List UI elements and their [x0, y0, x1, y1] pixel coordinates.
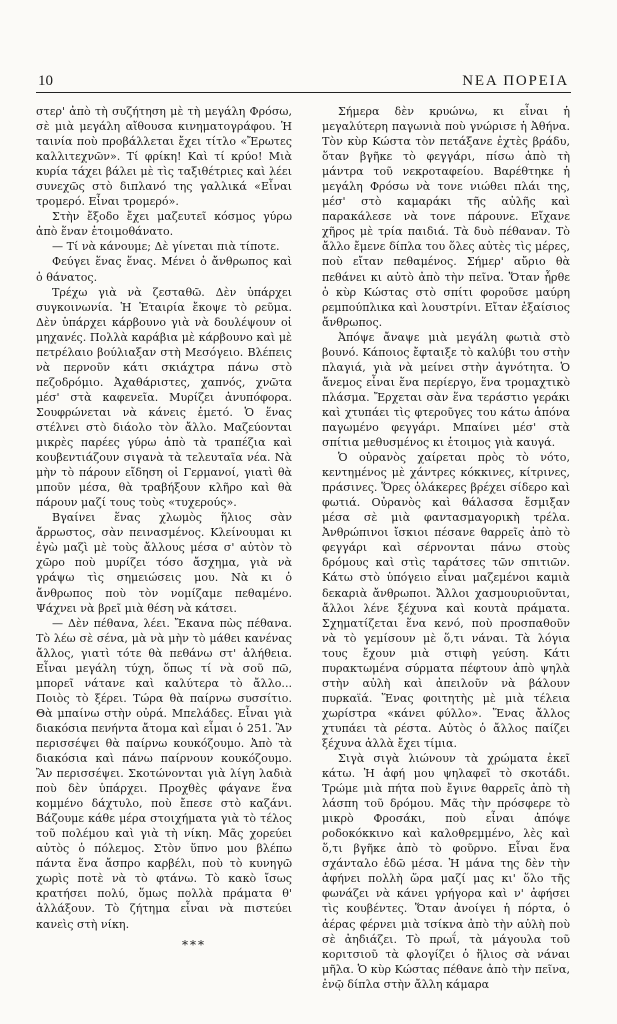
left-column [36, 104, 292, 953]
paragraph: Φεύγει ἕνας ἕνας. Μένει ὁ ἄνθρωπος καὶ ὁ θάνατος. [36, 255, 292, 284]
journal-title: ΝΕΑ ΠΟΡΕΙΑ [462, 73, 569, 89]
paragraph: Ἀπόψε ἄναψε μιὰ μεγάλη φωτιὰ στὸ βουνό. Κάποιος ἔφταιξε τὸ καλύβι του στὴν πλαγιά, γιὰ νὰ μείνει στὴν ἀγνότητα. Ὁ ἄνεμος εἶναι ἕνα περίεργο, ἕνα τρομαχτικὸ πλάσμα. Ἔρχεται σὰν ἕνα τεράστιο γεράκι καὶ χτυπάει τὶς φτεροῦγες του κάτω ἀπόνα παγωμένο φεγγάρι. Μπαίνει μέσ' στὰ σπίτια μεθυσμένος κι ἑτοιμος γιὰ καυγά. [322, 330, 570, 450]
running-header [38, 68, 569, 90]
right-column [322, 104, 570, 992]
header-rule [36, 92, 571, 93]
paragraph: — Δὲν πέθανα, λέει. Ἔκανα πὼς πέθανα. Τὸ λέω σὲ σένα, μὰ νὰ μὴν τὸ μάθει κανένας ἄλλος, γιατὶ τότε θὰ πεθάνω στ' ἀλήθεια. Εἶναι μεγάλη τύχη, ὅπως τί νὰ σοῦ πῶ, μπορεῖ νάτανε καὶ καλύτερα τὸ ἄλλο... Ποιὸς τὸ ξέρει. Τώρα θὰ παίρνω συσσίτιο. Θὰ μπαίνω στὴν οὐρά. Μπελάδες. Εἶναι γιὰ διακόσια πενήντα ἄτομα καὶ εἶμαι ὁ 251. Ἂν περισσέψει θὰ παίρνω κουκόζουμο. Ἀπὸ τὰ διακόσια καὶ πάνω παίρνουν κουκόζουμο. Ἂν περισσέψει. Σκοτώνονται γιὰ λίγη λαδιὰ ποὺ δὲν ὑπάρχει. Προχθὲς φάγανε ἕνα κομμένο δάχτυλο, ποὺ ἔπεσε στὸ καζάνι. Βάζουμε κάθε μέρα στοιχήματα γιὰ τὸ τέλος τοῦ πολέμου καὶ γιὰ τὴ νίκη. Μᾶς χορεύει αὐτὸς ὁ πόλεμος. Στὸν ὕπνο μου βλέπω πάντα ἕνα ἄσπρο καρβέλι, ποὺ τὸ κυνηγῶ χωρὶς ποτὲ νὰ τὸ φτάνω. Τὸ κακὸ ἴσως κρατήσει πολύ, ὅμως πολλὰ πράματα θ' ἀλλάξουν. Τὸ ζήτημα εἶναι νὰ πιστεύει κανεὶς στὴ νίκη. [36, 616, 292, 931]
paragraph: στερ' ἀπὸ τὴ συζήτηση μὲ τὴ μεγάλη Φρόσω, σὲ μιὰ μεγάλη αἴθουσα κινηματογράφου. Ἡ ταινία ποὺ προβάλλεται ἔχει τίτλο «Ἔρωτες καλλιτεχνῶν». Τί φρίκη! Καὶ τί κρύο! Μιὰ κυρία τάχει βάλει μὲ τὶς ταξιθέτριες καὶ λέει συνεχῶς στὸ διπλανό της γαλλικά «Εἶναι τρομερό. Εἶναι τρομερό». [36, 105, 292, 209]
paragraph: Ὁ οὐρανὸς χαίρεται πρὸς τὸ νότο, κεντημένος μὲ χάντρες κόκκινες, κίτρινες, πράσινες. Ὅρες ὁλάκερες βρέχει σίδερο καὶ φωτιά. Οὐρανὸς καὶ θάλασσα ἔσμιξαν μέσα σὲ μιὰ φαντασμαγορικὴ τρέλα. Ἀνθρώπινοι ἴσκιοι πέσανε θαρρεῖς ἀπὸ τὸ φεγγάρι καὶ σέρνονται πάνω στοὺς δρόμους καὶ στὶς ταράτσες τῶν σπιτιῶν. Κάτω στὸ ὑπόγειο εἶναι μαζεμένοι καμιὰ δεκαριὰ ἄνθρωποι. Ἄλλοι χασμουριοῦνται, ἄλλοι λένε ξέχυνα καὶ κουτὰ πράματα. Σχηματίζεται ἕνα κενό, ποὺ προσπαθοῦν νὰ τὸ γεμίσουν μὲ ὅ,τι νάναι. Τὰ λόγια τους ἔχουν μιὰ στιφὴ γεύση. Κάτι πυρακτωμένα σύρματα πέφτουν ἀπὸ ψηλὰ στὴν αὐλὴ καὶ ἀπειλοῦν νὰ βάλουν πυρκαϊά. Ἕνας φοιτητὴς μὲ μιὰ τέλεια χωρίστρα «κάνει φύλλο». Ἕνας ἄλλος χτυπάει τὰ ρέστα. Αὐτὸς ὁ ἄλλος παίζει ξέχυνα ἀλλὰ ἔχει τίμια. [322, 451, 570, 750]
paragraph: Σιγὰ σιγὰ λιώνουν τὰ χρώματα ἐκεῖ κάτω. Ἡ ἀφή μου ψηλαφεῖ τὸ σκοτάδι. Τρώμε μιὰ πήτα ποὺ ἔγινε θαρρεῖς ἀπὸ τὴ λάσπη τοῦ δρόμου. Μᾶς τὴν πρόσφερε τὸ μικρὸ Φροσάκι, ποὺ εἶναι ἀπόψε ροδοκόκκινο καὶ καλοθρεμμένο, λὲς καὶ ὅ,τι βγῆκε ἀπὸ τὸ φοῦρνο. Εἶναι ἕνα σχάνταλο ἐδῶ μέσα. Ἡ μάνα της δὲν τὴν ἀφήνει πολλὴ ὥρα μαζί μας κι' ὅλο τῆς φωνάζει νὰ κάνει γρήγορα καὶ ν' ἀφήσει τὶς κουβέντες. Ὅταν ἀνοίγει ἡ πόρτα, ὁ ἀέρας φέρνει μιὰ τσίκνα ἀπὸ τὴν αὐλὴ ποὺ σὲ ἀηδιάζει. Τὸ πρωΐ, τὰ μάγουλα τοῦ κοριτσιοῦ τὰ φλογίζει ὁ ἥλιος σὰ νάναι μῆλα. Ὁ κὺρ Κώστας πέθανε ἀπὸ τὴν πεῖνα, ἐνῷ δίπλα στὴν ἄλλη κάμαρα [322, 752, 570, 991]
page-number: 10 [38, 73, 53, 89]
paragraph: Στὴν ἔξοδο ἔχει μαζευτεῖ κόσμος γύρω ἀπὸ ἕναν ἑτοιμοθάνατο. [36, 210, 292, 239]
paragraph: Σήμερα δὲν κρυώνω, κι εἶναι ἡ μεγαλύτερη παγωνιὰ ποὺ γνώρισε ἡ Ἀθήνα. Τὸν κὺρ Κώστα τὸν πετάξανε ἐχτὲς βράδυ, ὅταν βγῆκε τὸ φεγγάρι, πίσω ἀπὸ τὴ μάντρα τοῦ νεκροταφείου. Βαρέθτηκε ἡ μεγάλη Φρόσω νὰ τονε νιώθει πλάι της, μέσ' στὸ καμαράκι τῆς αὐλῆς καὶ παρακάλεσε νὰ τονε πάρουνε. Εἴχανε χῆρος μὲ τρία παιδιά. Τὰ δυὸ πέθαναν. Τὸ ἄλλο ἔμενε δίπλα του ὅλες αὐτὲς τὶς μέρες, ποὺ εἴταν πεθαμένος. Σήμερ' αὔριο θὰ πεθάνει κι αὐτὸ ἀπὸ τὴν πεῖνα. Ὅταν ἦρθε ὁ κὺρ Κώστας στὸ σπίτι φοροῦσε μαύρη ρεμπούπλικα καὶ λουστρίνι. Εἴταν ἐξαίσιος ἄνθρωπος. [322, 105, 570, 329]
paragraph: Βγαίνει ἕνας χλωμὸς ἥλιος σὰν ἄρρωστος, σὰν πεινασμένος. Κλείνουμαι κι ἐγὼ μαζὶ μὲ τοὺς ἄλλους μέσα σ' αὐτὸν τὸ χῶρο ποὺ μυρίζει τόσο ἄσχημα, γιὰ νὰ γράψω τὶς σημειώσεις μου. Νὰ κι ὁ ἄνθρωπος ποὺ τὸν νομίζαμε πεθαμένο. Ψάχνει νὰ βρεῖ μιὰ θέση νὰ κάτσει. [36, 511, 292, 615]
paragraph: — Τί νὰ κάνουμε; Δὲ γίνεται πιὰ τίποτε. [52, 240, 280, 254]
section-ornament: *** [182, 937, 206, 952]
paragraph: Τρέχω γιὰ νὰ ζεσταθῶ. Δὲν ὑπάρχει συγκοινωνία. Ἡ Ἑταιρία ἔκοψε τὸ ρεῦμα. Δὲν ὑπάρχει κάρβουνο γιὰ νὰ δουλέψουν οἱ μηχανές. Πολλὰ καράβια μὲ κάρβουνο καὶ μὲ πετρέλαιο βούλιαξαν στὴ Μεσόγειο. Βλέπεις νὰ περνοῦν κάτι σκιάχτρα πάνω στὸ πεζοδρόμιο. Ἀχαθάριστες, χαπνός, χνῶτα μέσ' στὰ καφενεῖα. Μυρίζει ἀνυπόφορα. Σουφρώνεται νὰ κάνεις ἐμετό. Ὁ ἕνας στέλνει στὸ διάολο τὸν ἄλλο. Μαζεύονται μικρὲς παρέες γύρω ἀπὸ τὰ τραπέζια καὶ κουβεντιάζουν σιγανὰ τὰ τελευταῖα νέα. Νὰ μὴν τὸ πάρουν εἴδηση οἱ Γερμανοί, γιατὶ θὰ μποῦν μέσα, θὰ τραβήξουν κλῆρο καὶ θὰ πάρουν μαζί τους τοὺς «τυχερούς». [36, 285, 292, 510]
